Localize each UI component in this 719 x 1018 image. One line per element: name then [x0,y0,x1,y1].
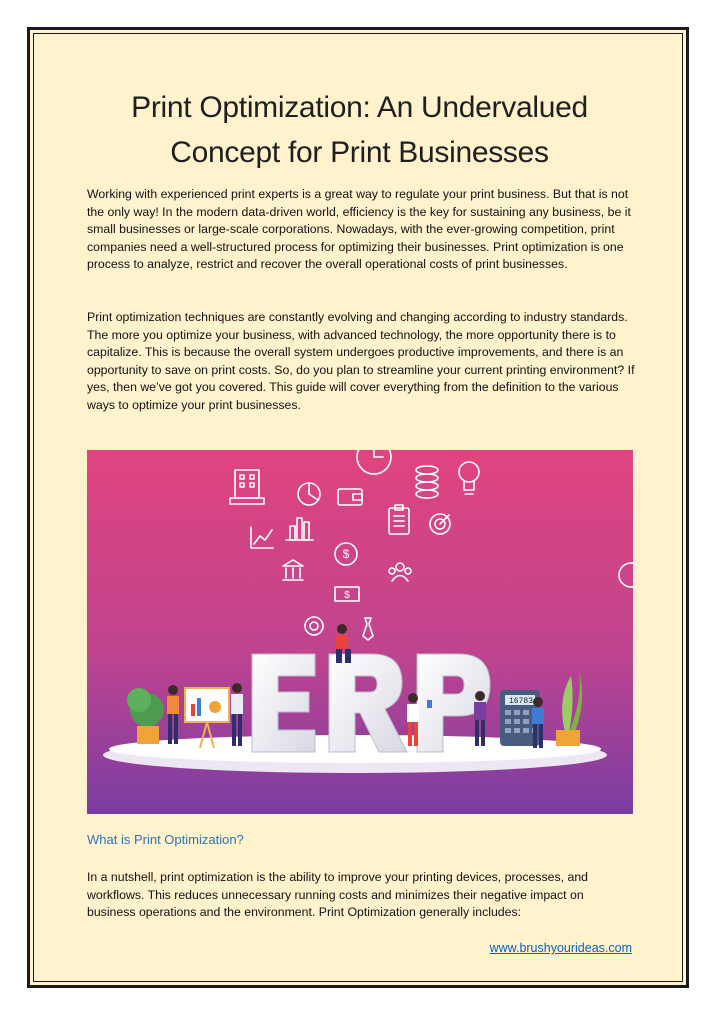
dollar-coin-symbol: $ [342,547,350,561]
paragraph-definition: In a nutshell, print optimization is the ability to improve your printing devices, processes, and workflows. This reduces unnecessary running costs and minimizes their negative impact on business operations and the environment. Print Optimization generally includes: [87,870,589,920]
calculator-display: 16783 [508,697,533,706]
letter-e [252,654,315,752]
section-heading: What is Print Optimization? [87,832,244,847]
website-link[interactable]: www.brushyourideas.com [489,941,632,955]
paragraph-techniques: Print optimization techniques are constantly evolving and changing according to industry standards. The more you optimize your business, with advanced technology, the more opportunity there is to capitalize. This is because the overall system undergoes productive improvements, and there is an opportunity to save on print costs. So, do you plan to streamline your current printing environment? If yes, then we’ve got you covered. This guide will cover everything from the definition to the various ways to optimize your print businesses. [87,310,635,412]
title-line-2: Concept for Print Businesses [170,136,549,169]
erp-illustration [87,450,633,814]
title-line-1: Print Optimization: An Undervalued [131,91,588,124]
page-title [60,85,659,175]
banknote-symbol: $ [344,590,350,601]
paragraph-intro: Working with experienced print experts is a great way to regulate your print business. But that is not the only way! In the modern data-driven world, efficiency is the key for sustaining any business, be it small businesses or large-scale corporations. Nowadays, with the ever-growing competition, print companies need a well-structured process for optimizing their businesses. Print optimization is one process to analyze, restrict and recover the overall operational costs of print businesses. [87,187,631,272]
